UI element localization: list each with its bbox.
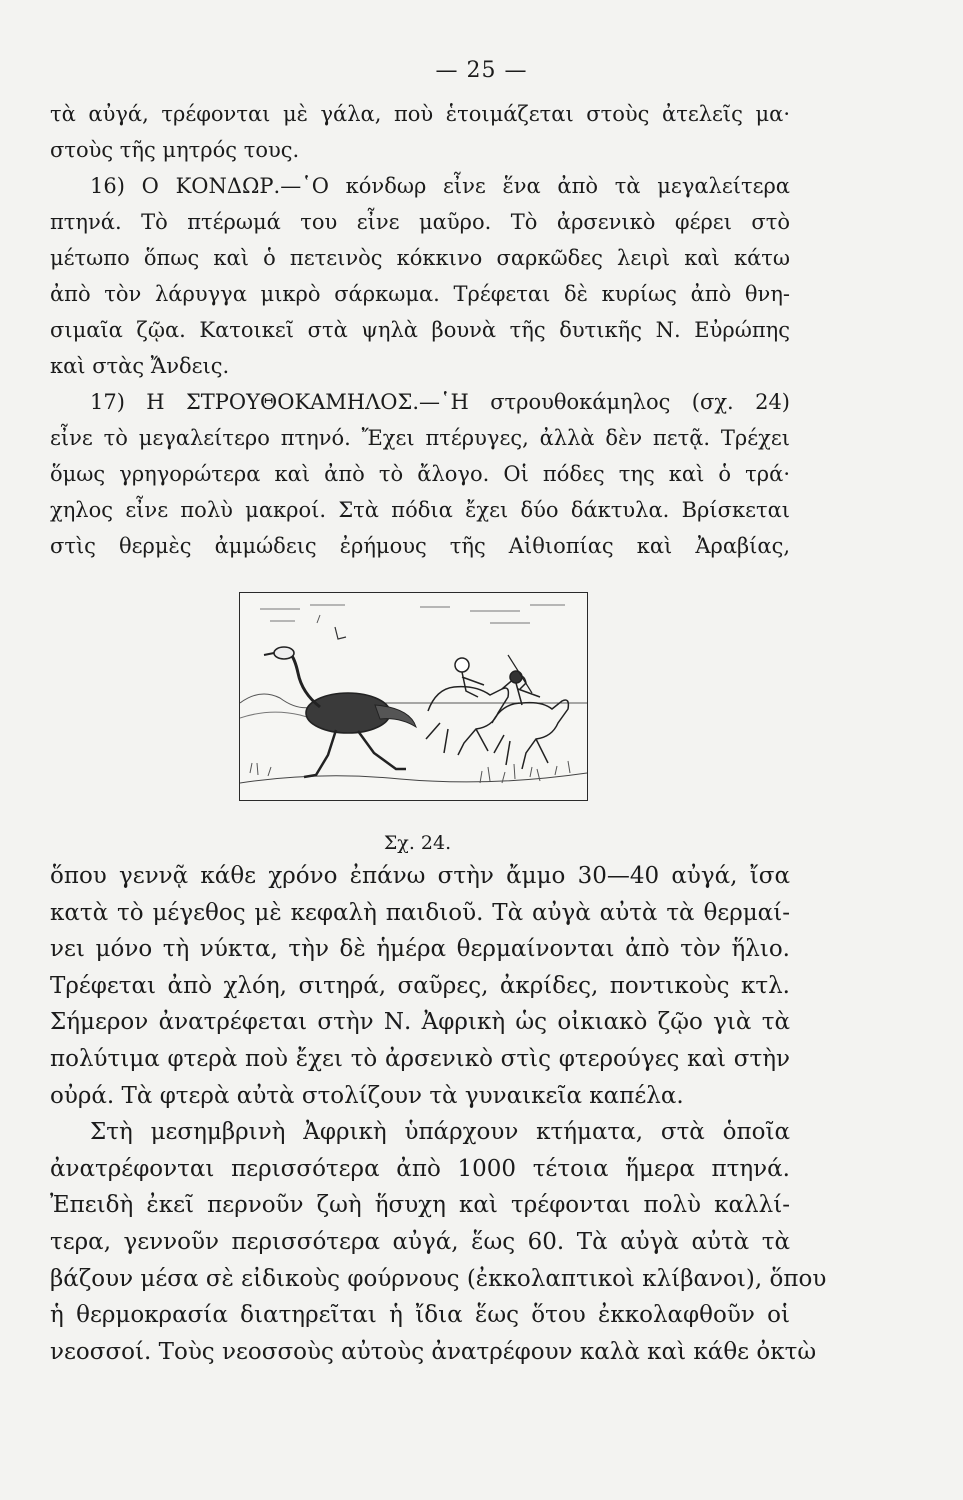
text-line: κατὰ τὸ μέγεθος μὲ κεφαλὴ παιδιοῦ. Τὰ αὐγὰ αὐτὰ τὰ θερμαί- [50, 899, 790, 926]
text-line: ὅπου γεννᾷ κάθε χρόνο ἐπάνω στὴν ἄμμο 30—40 αὐγά, ἴσα [50, 863, 790, 889]
text-line: Τρέφεται ἀπὸ χλόη, σιτηρά, σαῦρες, ἀκρίδες, ποντικοὺς κτλ. [50, 972, 790, 999]
text-line: ὅμως γρηγορώτερα καὶ ἀπὸ τὸ ἄλογο. Οἱ πόδες της καὶ ὁ τρά· [50, 462, 790, 486]
text-line: Στὴ μεσημβρινὴ Ἀφρικὴ ὑπάρχουν κτήματα, στὰ ὁποῖα [90, 1119, 790, 1146]
bird-icon [335, 627, 346, 639]
text-line: οὐρά. Τὰ φτερὰ αὐτὰ στολίζουν τὰ γυναικεῖα καπέλα. [50, 1082, 684, 1109]
text-line: βάζουν μέσα σὲ εἰδικοὺς φούρνους (ἐκκολαπτικοὶ κλίβανοι), ὅπου [50, 1265, 827, 1292]
text-line: καὶ στὰς Ἄνδεις. [50, 354, 230, 378]
text-line: Σήμερον ἀνατρέφεται στὴν Ν. Ἀφρικὴ ὡς οἰκιακὸ ζῷο γιὰ τὰ [50, 1009, 790, 1036]
text-line: ἀπὸ τὸν λάρυγγα μικρὸ σάρκωμα. Τρέφεται δὲ κυρίως ἀπὸ θνη- [50, 282, 790, 306]
text-line: σιμαῖα ζῷα. Κατοικεῖ στὰ ψηλὰ βουνὰ τῆς δυτικῆς Ν. Εὐρώπης [50, 318, 790, 342]
text-line: στοὺς τῆς μητρός τους. [50, 138, 300, 162]
text-line: τερα, γεννοῦν περισσότερα αὐγά, ἕως 60. Τὰ αὐγὰ αὐτὰ τὰ [50, 1228, 790, 1255]
text-line: 17) Η ΣΤΡΟΥΘΟΚΑΜΗΛΟΣ.—῾Η στρουθοκάμηλος (σχ. 24) [90, 390, 790, 414]
paragraph-upper [50, 96, 790, 564]
text-line: εἶνε τὸ μεγαλείτερο πτηνό. Ἔχει πτέρυγες, ἀλλὰ δὲν πετᾷ. Τρέχει [50, 426, 790, 450]
ostrich-figure [264, 647, 416, 777]
text-line: νει μόνο τὴ νύκτα, τὴν δὲ ἡμέρα θερμαίνονται ἀπὸ τὸν ἥλιο. [50, 936, 790, 963]
page-number: — 25 — [435, 58, 528, 83]
text-line: στὶς θερμὲς ἀμμώδεις ἐρήμους τῆς Αἰθιοπίας καὶ Ἀραβίας, [50, 534, 790, 558]
text-line: χηλος εἶνε πολὺ μακροί. Στὰ πόδια ἔχει δύο δάκτυλα. Βρίσκεται [50, 498, 790, 522]
text-line: 16) Ο ΚΟΝΔΩΡ.—῾Ο κόνδωρ εἶνε ἕνα ἀπὸ τὰ μεγαλείτερα [90, 174, 790, 198]
text-line: τὰ αὐγά, τρέφονται μὲ γάλα, ποὺ ἑτοιμάζεται στοὺς ἀτελεῖς μα· [50, 102, 790, 126]
figure-caption: Σχ. 24. [383, 832, 452, 854]
text-line: ἀνατρέφονται περισσότερα ἀπὸ 1000 τέτοια ἥμερα πτηνά. [50, 1155, 790, 1182]
horse-riders-figure [426, 655, 568, 769]
text-line: μέτωπο ὅπως καὶ ὁ πετεινὸς κόκκινο σαρκῶδες λειρὶ καὶ κάτω [50, 246, 790, 270]
text-line: Ἐπειδὴ ἐκεῖ περνοῦν ζωὴ ἥσυχη καὶ τρέφονται πολὺ καλλί- [50, 1192, 790, 1219]
paragraph-lower [50, 858, 827, 1370]
ostrich-illustration [239, 592, 588, 801]
text-line: νεοσσοί. Τοὺς νεοσσοὺς αὐτοὺς ἀνατρέφουν καλὰ καὶ κάθε ὀκτὼ [50, 1338, 817, 1365]
text-line: ἡ θερμοκρασία διατηρεῖται ἡ ἴδια ἕως ὅτου ἐκκολαφθοῦν οἱ [50, 1302, 790, 1329]
text-line: πτηνά. Τὸ πτέρωμά του εἶνε μαῦρο. Τὸ ἀρσενικὸ φέρει στὸ [50, 210, 790, 234]
text-line: πολύτιμα φτερὰ ποὺ ἔχει τὸ ἀρσενικὸ στὶς φτερούγες καὶ στὴν [50, 1045, 790, 1072]
ostrich-race-drawing [240, 593, 587, 800]
